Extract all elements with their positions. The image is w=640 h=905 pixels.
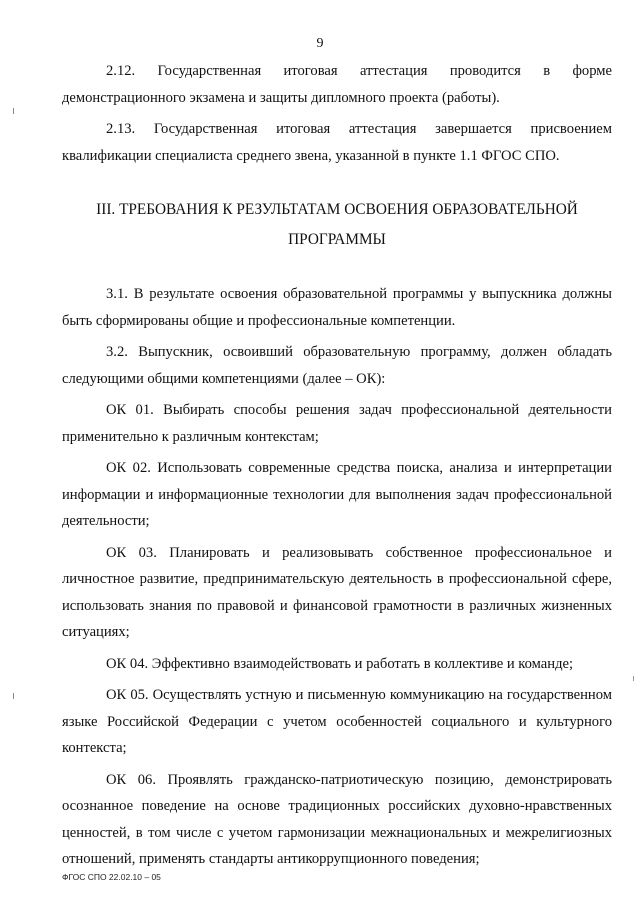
competency-ok-01: ОК 01. Выбирать способы решения задач профессиональной деятельности применительно к различным контекстам; xyxy=(62,402,612,445)
section-heading xyxy=(62,195,612,255)
competency-ok-04: ОК 04. Эффективно взаимодействовать и работать в коллективе и команде; xyxy=(106,655,574,672)
scan-artifact xyxy=(13,108,14,114)
paragraph-3-2: 3.2. Выпускник, освоивший образовательную программу, должен обладать следующими общими компетенциями (далее – ОК): xyxy=(62,344,612,387)
section-heading-line-2: ПРОГРАММЫ xyxy=(288,231,386,248)
section-heading-line-1: III. ТРЕБОВАНИЯ К РЕЗУЛЬТАТАМ ОСВОЕНИЯ ОБРАЗОВАТЕЛЬНОЙ xyxy=(96,201,578,218)
document-body xyxy=(62,58,612,878)
paragraph-2-12: 2.12. Государственная итоговая аттестация проводится в форме демонстрационного экзамена и защиты дипломного проекта (работы). xyxy=(62,63,612,106)
paragraph-3-1: 3.1. В результате освоения образовательной программы у выпускника должны быть сформированы общие и профессиональные компетенции. xyxy=(62,286,612,329)
competency-ok-05: ОК 05. Осуществлять устную и письменную коммуникацию на государственном языке Российской Федерации с учетом особенностей социального и культурного контекста; xyxy=(62,687,612,756)
competency-ok-03: ОК 03. Планировать и реализовывать собственное профессиональное и личностное развитие, предпринимательскую деятельность в профессиональной сфере, использовать знания по правовой и финансовой грамотности в различных жизненных ситуациях; xyxy=(62,544,612,640)
paragraph-2-13: 2.13. Государственная итоговая аттестация завершается присвоением квалификации специалиста среднего звена, указанной в пункте 1.1 ФГОС СПО. xyxy=(62,121,612,164)
scan-artifact xyxy=(633,676,634,681)
page-number: 9 xyxy=(316,36,324,51)
competency-ok-06: ОК 06. Проявлять гражданско-патриотическую позицию, демонстрировать осознанное поведение на основе традиционных российских духовно-нравственных ценностей, в том числе с учетом гармонизации межнациональных и межрелигиозных отношений, применять стандарты антикоррупционного поведения; xyxy=(62,771,612,867)
scan-artifact xyxy=(13,693,14,699)
competency-ok-02: ОК 02. Использовать современные средства поиска, анализа и интерпретации информации и информационные технологии для выполнения задач профессиональной деятельности; xyxy=(62,460,612,529)
page-footer: ФГОС СПО 22.02.10 – 05 xyxy=(62,872,161,882)
